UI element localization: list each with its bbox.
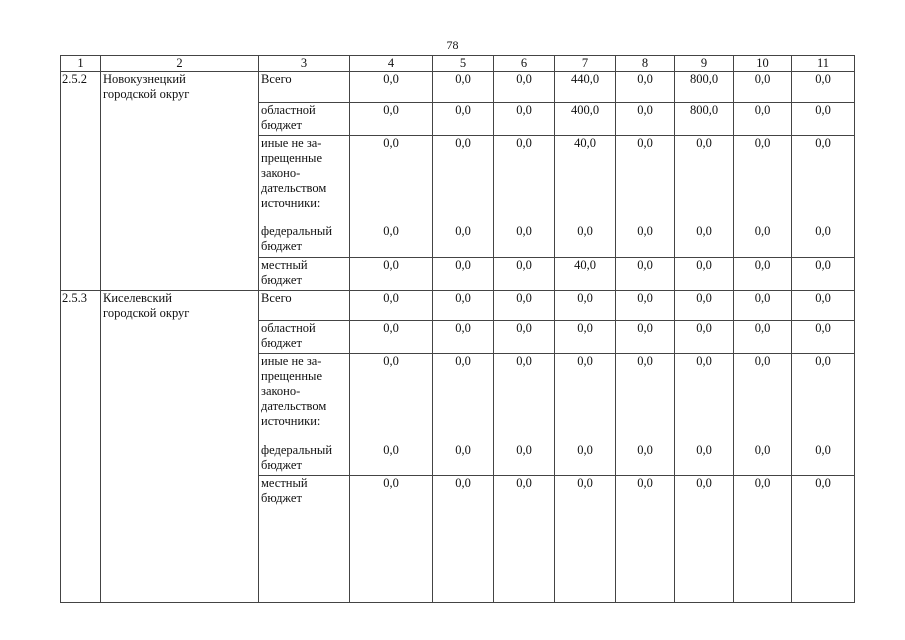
table-row: [61, 72, 855, 103]
funding-source-line: Всего: [261, 72, 292, 86]
amount-cell: 0,0: [350, 290, 433, 321]
funding-source-line: федеральный: [261, 224, 333, 238]
funding-source-label: [259, 72, 350, 103]
section-code-cell: [61, 321, 101, 354]
amount-cell: 0,0: [350, 321, 433, 354]
funding-source-line: источники:: [261, 195, 321, 210]
amount-cell: 0,0: [433, 224, 494, 257]
amount-cell: 0,0: [350, 102, 433, 135]
amount-cell: 0,0: [433, 321, 494, 354]
section-code-cell: [61, 135, 101, 224]
amount-cell: 0,0: [494, 72, 555, 103]
table-row: [61, 443, 855, 476]
amount-cell: 0,0: [433, 257, 494, 290]
section-name-cell: [101, 135, 259, 224]
table-row: [61, 135, 855, 224]
funding-source-line: областной: [261, 102, 316, 117]
amount-cell: 0,0: [734, 321, 792, 354]
funding-source-line: иные не за-: [261, 354, 322, 368]
amount-cell: 800,0: [675, 72, 734, 103]
funding-source-label: [259, 354, 350, 443]
funding-source-line: бюджет: [261, 491, 302, 505]
section-name-cell: [101, 443, 259, 476]
column-number: 5: [433, 56, 494, 72]
page-number: 78: [446, 38, 459, 52]
funding-source-label: [259, 321, 350, 354]
funding-source-label: [259, 290, 350, 321]
column-number: 1: [61, 56, 101, 72]
table-row: [61, 224, 855, 257]
amount-cell: 0,0: [350, 354, 433, 443]
table-row: [61, 354, 855, 443]
amount-cell: 0,0: [616, 354, 675, 443]
amount-cell: 0,0: [555, 354, 616, 443]
funding-source-line: бюджет: [261, 117, 302, 132]
amount-cell: 0,0: [616, 476, 675, 603]
funding-source-label: [259, 224, 350, 257]
amount-cell: 400,0: [555, 102, 616, 135]
amount-cell: 0,0: [792, 476, 855, 603]
amount-cell: 0,0: [555, 476, 616, 603]
amount-cell: 440,0: [555, 72, 616, 103]
section-name-cell: [101, 257, 259, 290]
column-number: 10: [734, 56, 792, 72]
amount-cell: 0,0: [792, 224, 855, 257]
section-name-line: городской округ: [103, 305, 190, 320]
amount-cell: 0,0: [734, 102, 792, 135]
amount-cell: 40,0: [555, 135, 616, 224]
amount-cell: 0,0: [555, 443, 616, 476]
section-name-line: городской округ: [103, 87, 190, 101]
section-name-cell: [101, 321, 259, 354]
funding-source-label: [259, 257, 350, 290]
section-name-cell: [101, 224, 259, 257]
section-code-cell: [61, 476, 101, 603]
column-number: 2: [101, 56, 259, 72]
amount-cell: 0,0: [675, 224, 734, 257]
funding-source-line: бюджет: [261, 457, 302, 472]
column-number: 4: [350, 56, 433, 72]
amount-cell: 0,0: [734, 72, 792, 103]
amount-cell: 0,0: [616, 135, 675, 224]
amount-cell: 0,0: [616, 102, 675, 135]
amount-cell: 0,0: [616, 72, 675, 103]
amount-cell: 0,0: [792, 354, 855, 443]
amount-cell: 0,0: [792, 290, 855, 321]
amount-cell: 0,0: [350, 257, 433, 290]
amount-cell: 0,0: [433, 290, 494, 321]
amount-cell: 0,0: [675, 476, 734, 603]
amount-cell: 0,0: [792, 443, 855, 476]
amount-cell: 0,0: [675, 257, 734, 290]
amount-cell: 0,0: [494, 354, 555, 443]
amount-cell: 0,0: [494, 224, 555, 257]
amount-cell: 0,0: [616, 321, 675, 354]
column-number: 3: [259, 56, 350, 72]
amount-cell: 0,0: [494, 321, 555, 354]
column-number: 9: [675, 56, 734, 72]
amount-cell: 0,0: [433, 443, 494, 476]
column-number: 8: [616, 56, 675, 72]
amount-cell: 0,0: [734, 443, 792, 476]
amount-cell: 0,0: [616, 257, 675, 290]
funding-source-line: местный: [261, 257, 308, 272]
section-name: [101, 290, 259, 321]
funding-source-label: [259, 443, 350, 476]
amount-cell: 0,0: [433, 102, 494, 135]
amount-cell: 0,0: [675, 290, 734, 321]
amount-cell: 0,0: [675, 354, 734, 443]
amount-cell: 0,0: [555, 290, 616, 321]
section-name: [101, 72, 259, 103]
amount-cell: 0,0: [555, 224, 616, 257]
table-row: [61, 476, 855, 603]
section-name-line: Новокузнецкий: [103, 72, 186, 86]
amount-cell: 0,0: [616, 290, 675, 321]
amount-cell: 0,0: [494, 476, 555, 603]
section-code: 2.5.2: [61, 72, 101, 103]
amount-cell: 0,0: [734, 354, 792, 443]
amount-cell: 0,0: [433, 476, 494, 603]
amount-cell: 0,0: [734, 257, 792, 290]
amount-cell: 0,0: [494, 290, 555, 321]
budget-table: [60, 55, 855, 603]
amount-cell: 0,0: [734, 135, 792, 224]
amount-cell: 0,0: [734, 224, 792, 257]
amount-cell: 0,0: [792, 321, 855, 354]
amount-cell: 0,0: [350, 224, 433, 257]
section-code-cell: [61, 224, 101, 257]
section-name-line: Киселевский: [103, 290, 172, 305]
amount-cell: 0,0: [350, 72, 433, 103]
funding-source-line: местный: [261, 476, 308, 490]
funding-source-label: [259, 102, 350, 135]
amount-cell: 0,0: [616, 443, 675, 476]
amount-cell: 0,0: [433, 135, 494, 224]
funding-source-line: бюджет: [261, 272, 302, 287]
funding-source-label: [259, 476, 350, 603]
funding-source-line: прещенные: [261, 369, 322, 383]
funding-source-line: законо-: [261, 384, 301, 398]
amount-cell: 0,0: [675, 443, 734, 476]
amount-cell: 0,0: [433, 72, 494, 103]
table-row: [61, 102, 855, 135]
funding-source-line: федеральный: [261, 442, 333, 457]
column-number: 6: [494, 56, 555, 72]
section-code-cell: [61, 257, 101, 290]
funding-source-line: источники:: [261, 414, 321, 428]
amount-cell: 0,0: [675, 321, 734, 354]
funding-source-line: бюджет: [261, 336, 302, 350]
section-name-cell: [101, 476, 259, 603]
table-row: [61, 321, 855, 354]
amount-cell: 0,0: [494, 102, 555, 135]
funding-source-line: областной: [261, 321, 316, 335]
amount-cell: 0,0: [433, 354, 494, 443]
amount-cell: 800,0: [675, 102, 734, 135]
section-code-cell: [61, 354, 101, 443]
amount-cell: 0,0: [350, 135, 433, 224]
section-name-cell: [101, 102, 259, 135]
amount-cell: 0,0: [675, 135, 734, 224]
funding-source-line: иные не за-: [261, 135, 322, 150]
section-name-cell: [101, 354, 259, 443]
section-code-cell: [61, 443, 101, 476]
amount-cell: 0,0: [494, 257, 555, 290]
column-number: 7: [555, 56, 616, 72]
funding-source-line: дательством: [261, 399, 327, 413]
funding-source-line: прещенные: [261, 150, 322, 165]
table-row: [61, 257, 855, 290]
amount-cell: 40,0: [555, 257, 616, 290]
funding-source-line: Всего: [261, 290, 292, 305]
funding-source-line: законо-: [261, 165, 301, 180]
header-row: [61, 56, 855, 72]
amount-cell: 0,0: [792, 102, 855, 135]
amount-cell: 0,0: [734, 476, 792, 603]
funding-source-line: бюджет: [261, 239, 302, 253]
amount-cell: 0,0: [494, 135, 555, 224]
amount-cell: 0,0: [350, 443, 433, 476]
table-row: [61, 290, 855, 321]
amount-cell: 0,0: [350, 476, 433, 603]
funding-source-line: дательством: [261, 180, 327, 195]
amount-cell: 0,0: [494, 443, 555, 476]
amount-cell: 0,0: [734, 290, 792, 321]
column-number: 11: [792, 56, 855, 72]
section-code: 2.5.3: [61, 290, 101, 321]
amount-cell: 0,0: [792, 135, 855, 224]
amount-cell: 0,0: [616, 224, 675, 257]
funding-source-label: [259, 135, 350, 224]
amount-cell: 0,0: [555, 321, 616, 354]
amount-cell: 0,0: [792, 257, 855, 290]
amount-cell: 0,0: [792, 72, 855, 103]
section-code-cell: [61, 102, 101, 135]
